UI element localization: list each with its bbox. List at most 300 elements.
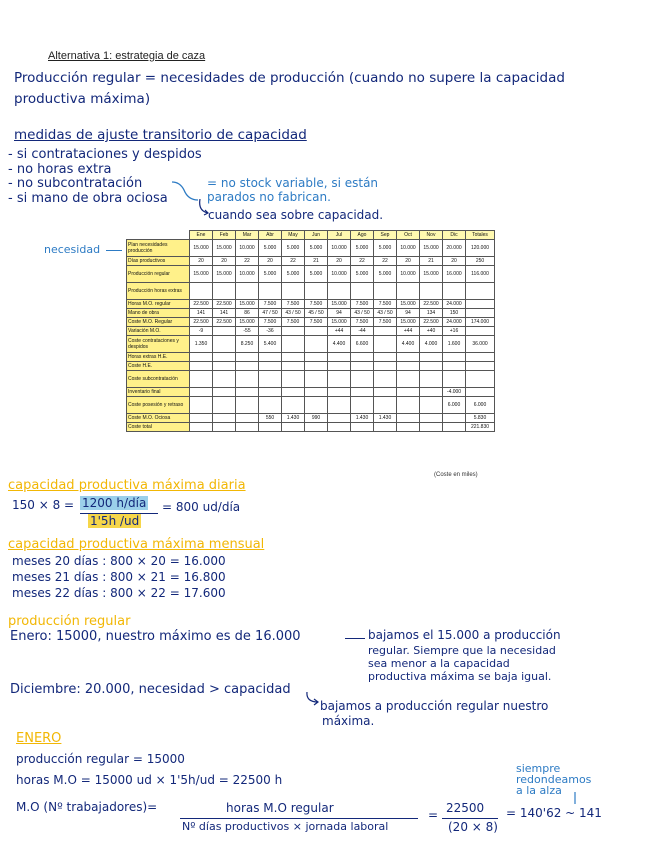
table-cell bbox=[190, 423, 213, 432]
enero-note: siempre bbox=[516, 762, 561, 775]
column-header: Dic bbox=[443, 231, 466, 240]
table-cell: -4.000 bbox=[443, 388, 466, 397]
table-cell bbox=[190, 362, 213, 371]
planning-table bbox=[126, 230, 495, 432]
enero-note: a la alza bbox=[516, 784, 562, 797]
table-cell bbox=[213, 353, 236, 362]
table-cell: 20 bbox=[443, 257, 466, 266]
table-row bbox=[127, 414, 495, 423]
enero-den2: (20 × 8) bbox=[448, 820, 498, 834]
table-cell bbox=[397, 353, 420, 362]
table-cell: 150 bbox=[443, 309, 466, 318]
table-cell bbox=[443, 353, 466, 362]
row-label: Coste subcontratación bbox=[127, 371, 190, 388]
table-cell bbox=[282, 283, 305, 300]
enero-note: redondeamos bbox=[516, 773, 592, 786]
table-cell bbox=[236, 388, 259, 397]
table-cell: 990 bbox=[305, 414, 328, 423]
cap-diaria-calc: 150 × 8 = bbox=[12, 498, 75, 512]
table-cell bbox=[374, 371, 397, 388]
table-cell: 22.500 bbox=[213, 318, 236, 327]
table-cell: 5.830 bbox=[466, 414, 495, 423]
table-cell bbox=[420, 397, 443, 414]
table-cell: 21 bbox=[305, 257, 328, 266]
table-cell: 15.000 bbox=[213, 240, 236, 257]
table-cell bbox=[190, 397, 213, 414]
table-cell: 15.000 bbox=[328, 300, 351, 309]
table-cell: 22 bbox=[351, 257, 374, 266]
table-cell bbox=[213, 414, 236, 423]
table-cell bbox=[466, 300, 495, 309]
column-header: Mar bbox=[236, 231, 259, 240]
table-cell bbox=[466, 362, 495, 371]
table-cell: 4.000 bbox=[420, 336, 443, 353]
arrow-down-icon bbox=[570, 792, 580, 806]
table-cell: 15.000 bbox=[190, 266, 213, 283]
table-cell bbox=[420, 423, 443, 432]
table-cell bbox=[213, 397, 236, 414]
table-cell bbox=[374, 423, 397, 432]
table-cell: 15.000 bbox=[190, 240, 213, 257]
table-cell bbox=[305, 283, 328, 300]
row-label: Coste total bbox=[127, 423, 190, 432]
table-cell bbox=[397, 283, 420, 300]
column-header: Ene bbox=[190, 231, 213, 240]
table-row bbox=[127, 283, 495, 300]
table-cell bbox=[328, 423, 351, 432]
table-row bbox=[127, 318, 495, 327]
table-cell: 7.500 bbox=[351, 300, 374, 309]
enero-heading: ENERO bbox=[16, 731, 62, 746]
table-cell bbox=[236, 397, 259, 414]
column-header: Jul bbox=[328, 231, 351, 240]
table-cell: 15.000 bbox=[236, 318, 259, 327]
table-cell: 43 / 50 bbox=[351, 309, 374, 318]
table-cell bbox=[213, 423, 236, 432]
table-cell bbox=[374, 327, 397, 336]
table-cell bbox=[236, 283, 259, 300]
table-cell bbox=[466, 283, 495, 300]
table-cell bbox=[374, 353, 397, 362]
table-cell: 43 / 50 bbox=[374, 309, 397, 318]
table-cell bbox=[305, 423, 328, 432]
row-label: Producción regular bbox=[127, 266, 190, 283]
table-cell: 5.000 bbox=[282, 266, 305, 283]
table-cell bbox=[420, 371, 443, 388]
table-header-row bbox=[127, 231, 495, 240]
table-cell bbox=[305, 362, 328, 371]
table-cell: 1.430 bbox=[351, 414, 374, 423]
enero-result: = 140'62 ~ 141 bbox=[506, 806, 602, 820]
enero-eq: = bbox=[428, 808, 439, 822]
table-cell bbox=[420, 283, 443, 300]
table-cell bbox=[282, 362, 305, 371]
table-cell bbox=[374, 362, 397, 371]
table-cell: 94 bbox=[328, 309, 351, 318]
table-cell: 250 bbox=[466, 257, 495, 266]
table-cell: 6.000 bbox=[443, 397, 466, 414]
cap-diaria-denominator-text: 1'5h /ud bbox=[90, 514, 140, 528]
table-cell bbox=[328, 388, 351, 397]
table-cell: 22.500 bbox=[190, 318, 213, 327]
enero-line-1: producción regular = 15000 bbox=[16, 752, 185, 766]
table-cell: 15.000 bbox=[397, 300, 420, 309]
table-cell: 141 bbox=[213, 309, 236, 318]
table-cell bbox=[236, 371, 259, 388]
table-cell bbox=[420, 353, 443, 362]
column-header: Oct bbox=[397, 231, 420, 240]
table-cell bbox=[466, 371, 495, 388]
table-cell bbox=[466, 353, 495, 362]
row-label: Horas M.O. regular bbox=[127, 300, 190, 309]
table-cell: 22.500 bbox=[213, 300, 236, 309]
table-cell: 10.000 bbox=[236, 240, 259, 257]
table-cell: 4.400 bbox=[397, 336, 420, 353]
table-cell bbox=[328, 353, 351, 362]
table-cell bbox=[213, 336, 236, 353]
table-cell: 5.400 bbox=[259, 336, 282, 353]
table-cell: 20 bbox=[259, 257, 282, 266]
measures-note-2: parados no fabrican. bbox=[207, 190, 331, 204]
table-cell: 1.600 bbox=[443, 336, 466, 353]
table-cell bbox=[466, 309, 495, 318]
table-cell bbox=[351, 388, 374, 397]
table-cell bbox=[443, 371, 466, 388]
table-cell bbox=[397, 388, 420, 397]
table-cell: 47 / 50 bbox=[259, 309, 282, 318]
row-label: Mano de obra bbox=[127, 309, 190, 318]
table-row bbox=[127, 300, 495, 309]
row-label: Coste M.O. Regular bbox=[127, 318, 190, 327]
table-cell: 15.000 bbox=[236, 300, 259, 309]
table-cell: 22.500 bbox=[420, 300, 443, 309]
enero-note: bajamos el 15.000 a producción bbox=[368, 628, 561, 642]
table-cell bbox=[213, 283, 236, 300]
measures-note-3: cuando sea sobre capacidad. bbox=[208, 208, 384, 222]
table-cell bbox=[259, 388, 282, 397]
table-cell: 5.000 bbox=[374, 240, 397, 257]
table-cell: 141 bbox=[190, 309, 213, 318]
table-cell: +40 bbox=[420, 327, 443, 336]
enero-line-2: horas M.O = 15000 ud × 1'5h/ud = 22500 h bbox=[16, 773, 283, 787]
measure-item: - si contrataciones y despidos bbox=[8, 147, 202, 162]
table-cell bbox=[282, 353, 305, 362]
table-cell bbox=[328, 283, 351, 300]
enero-frac-den: Nº días productivos × jornada laboral bbox=[182, 820, 389, 833]
table-cell: 5.000 bbox=[305, 266, 328, 283]
table-cell: 5.000 bbox=[305, 240, 328, 257]
table-cell bbox=[328, 397, 351, 414]
table-cell: 7.500 bbox=[259, 300, 282, 309]
table-cell bbox=[443, 423, 466, 432]
arrow-right-icon bbox=[345, 638, 365, 639]
page-title: Alternativa 1: estrategia de caza bbox=[48, 50, 206, 62]
table-cell bbox=[351, 283, 374, 300]
table-cell: 7.500 bbox=[374, 300, 397, 309]
table-cell: 15.000 bbox=[328, 318, 351, 327]
table-cell bbox=[397, 371, 420, 388]
row-label: Coste H.E. bbox=[127, 362, 190, 371]
table-cell: 36.000 bbox=[466, 336, 495, 353]
row-label: Coste M.O. Ociosa bbox=[127, 414, 190, 423]
table-cell bbox=[443, 283, 466, 300]
table-row bbox=[127, 371, 495, 388]
table-cell: 7.500 bbox=[282, 300, 305, 309]
table-cell: 5.000 bbox=[259, 240, 282, 257]
table-cell: 5.000 bbox=[351, 266, 374, 283]
column-header: Sep bbox=[374, 231, 397, 240]
row-label: Coste posesión y retraso bbox=[127, 397, 190, 414]
table-cell bbox=[190, 371, 213, 388]
enero-note: productiva máxima se baja igual. bbox=[368, 670, 552, 683]
cap-diaria-result: = 800 ud/día bbox=[162, 500, 241, 514]
table-cell: 22 bbox=[282, 257, 305, 266]
table-cell bbox=[259, 362, 282, 371]
table-cell: 15.000 bbox=[397, 318, 420, 327]
table-cell: 10.000 bbox=[236, 266, 259, 283]
table-row bbox=[127, 353, 495, 362]
table-cell: 10.000 bbox=[397, 240, 420, 257]
table-row bbox=[127, 327, 495, 336]
table-cell bbox=[374, 336, 397, 353]
table-cell bbox=[328, 371, 351, 388]
table-row bbox=[127, 388, 495, 397]
cap-diaria-heading: capacidad productiva máxima diaria bbox=[8, 478, 246, 493]
table-cell bbox=[259, 423, 282, 432]
row-label: Inventario final bbox=[127, 388, 190, 397]
table-row bbox=[127, 336, 495, 353]
row-label: Producción horas extras bbox=[127, 283, 190, 300]
table-cell: 4.400 bbox=[328, 336, 351, 353]
table-cell bbox=[420, 414, 443, 423]
table-cell: -9 bbox=[190, 327, 213, 336]
column-header: Abr bbox=[259, 231, 282, 240]
measure-item: - no subcontratación bbox=[8, 176, 143, 191]
table-cell bbox=[213, 327, 236, 336]
table-cell: 10.000 bbox=[397, 266, 420, 283]
table-cell: 5.000 bbox=[374, 266, 397, 283]
table-cell bbox=[397, 397, 420, 414]
cap-mensual-heading: capacidad productiva máxima mensual bbox=[8, 537, 265, 552]
table-cell: 174.000 bbox=[466, 318, 495, 327]
table-cell bbox=[259, 283, 282, 300]
table-cell: 24.000 bbox=[443, 300, 466, 309]
table-cell: 7.500 bbox=[351, 318, 374, 327]
table-cell: +16 bbox=[443, 327, 466, 336]
table-cell bbox=[305, 397, 328, 414]
table-cell bbox=[305, 327, 328, 336]
column-header: Totales bbox=[466, 231, 495, 240]
table-cell bbox=[351, 353, 374, 362]
table-cell bbox=[443, 362, 466, 371]
table-cell bbox=[259, 397, 282, 414]
table-cell: 120.000 bbox=[466, 240, 495, 257]
table-cell bbox=[374, 397, 397, 414]
prod-regular-heading: producción regular bbox=[8, 614, 131, 629]
table-cell bbox=[397, 414, 420, 423]
measure-item: - no horas extra bbox=[8, 162, 112, 177]
table-cell bbox=[282, 397, 305, 414]
table-cell bbox=[236, 362, 259, 371]
cap-diaria-numerator-text: 1200 h/día bbox=[82, 496, 147, 510]
table-cell: 16.000 bbox=[443, 266, 466, 283]
table-cell bbox=[282, 327, 305, 336]
table-cell: 8.250 bbox=[236, 336, 259, 353]
table-cell bbox=[282, 371, 305, 388]
table-cell bbox=[236, 353, 259, 362]
enero-lhs: M.O (Nº trabajadores)= bbox=[16, 800, 158, 814]
row-label: Variación M.O. bbox=[127, 327, 190, 336]
table-cell: -36 bbox=[259, 327, 282, 336]
table-cell: 221.830 bbox=[466, 423, 495, 432]
table-cell: 24.000 bbox=[443, 318, 466, 327]
table-cell: 10.000 bbox=[328, 240, 351, 257]
table-cell: 22.500 bbox=[190, 300, 213, 309]
table-cell bbox=[351, 397, 374, 414]
dic-note: máxima. bbox=[322, 714, 375, 728]
table-cell: +44 bbox=[328, 327, 351, 336]
table-cell: 20 bbox=[328, 257, 351, 266]
row-label: Coste contrataciones y despidos bbox=[127, 336, 190, 353]
measures-heading: medidas de ajuste transitorio de capacidad bbox=[14, 127, 307, 143]
measures-note-1: = no stock variable, si están bbox=[207, 176, 379, 190]
table-cell: 6.000 bbox=[466, 397, 495, 414]
column-header: Feb bbox=[213, 231, 236, 240]
table-cell bbox=[420, 388, 443, 397]
table-footnote: (Coste en miles) bbox=[434, 472, 478, 478]
table-cell bbox=[397, 423, 420, 432]
table-cell bbox=[213, 371, 236, 388]
table-cell bbox=[190, 414, 213, 423]
table-cell: -44 bbox=[351, 327, 374, 336]
table-cell bbox=[420, 362, 443, 371]
table-cell: 7.500 bbox=[374, 318, 397, 327]
table-cell: 22.500 bbox=[420, 318, 443, 327]
curve-arrow-icon bbox=[304, 692, 320, 710]
table-cell: 15.000 bbox=[213, 266, 236, 283]
prod-regular-diciembre: Diciembre: 20.000, necesidad > capacidad bbox=[10, 682, 291, 697]
table-cell: 94 bbox=[397, 309, 420, 318]
table-cell bbox=[374, 283, 397, 300]
cap-mensual-line: meses 21 días : 800 × 21 = 16.800 bbox=[12, 570, 226, 584]
enero-frac-num: horas M.O regular bbox=[226, 801, 334, 815]
table-cell: 1.430 bbox=[374, 414, 397, 423]
table-cell: 15.000 bbox=[420, 240, 443, 257]
table-cell: 550 bbox=[259, 414, 282, 423]
table-cell bbox=[374, 388, 397, 397]
table-cell: 22 bbox=[374, 257, 397, 266]
table-cell bbox=[213, 388, 236, 397]
table-cell bbox=[190, 388, 213, 397]
row-label: Plan necesidades producción bbox=[127, 240, 190, 257]
intro-line-2: productiva máxima) bbox=[14, 91, 151, 107]
table-cell bbox=[282, 423, 305, 432]
intro-line-1: Producción regular = necesidades de producción (cuando no supere la capacidad bbox=[14, 70, 565, 86]
table-cell bbox=[328, 362, 351, 371]
cap-mensual-line: meses 22 días : 800 × 22 = 17.600 bbox=[12, 586, 226, 600]
table-row bbox=[127, 266, 495, 283]
table-cell bbox=[236, 423, 259, 432]
dic-note: bajamos a producción regular nuestro bbox=[320, 699, 549, 713]
cap-diaria-numerator bbox=[80, 496, 148, 510]
arrow-right-icon bbox=[106, 250, 122, 251]
table-cell: 20 bbox=[397, 257, 420, 266]
table-cell: 6.600 bbox=[351, 336, 374, 353]
fraction-line bbox=[442, 818, 498, 819]
table-cell bbox=[259, 371, 282, 388]
prod-regular-enero: Enero: 15000, nuestro máximo es de 16.000 bbox=[10, 629, 301, 644]
row-label: Horas extras H.E. bbox=[127, 353, 190, 362]
table-row bbox=[127, 240, 495, 257]
enero-note: sea menor a la capacidad bbox=[368, 657, 510, 670]
table-cell: 5.000 bbox=[351, 240, 374, 257]
necesidad-label: necesidad bbox=[44, 243, 101, 256]
measure-item: - si mano de obra ociosa bbox=[8, 191, 168, 206]
table-cell: 22 bbox=[236, 257, 259, 266]
table-row bbox=[127, 423, 495, 432]
table-cell bbox=[213, 362, 236, 371]
table-row bbox=[127, 257, 495, 266]
table-cell: 20 bbox=[213, 257, 236, 266]
table-cell: 7.500 bbox=[305, 318, 328, 327]
column-header: Jun bbox=[305, 231, 328, 240]
table-cell bbox=[305, 371, 328, 388]
table-cell: 45 / 50 bbox=[305, 309, 328, 318]
table-cell: 1.430 bbox=[282, 414, 305, 423]
table-cell bbox=[190, 353, 213, 362]
enero-num2: 22500 bbox=[446, 801, 485, 815]
table-cell: 116.000 bbox=[466, 266, 495, 283]
table-cell: 5.000 bbox=[259, 266, 282, 283]
table-cell: 5.000 bbox=[282, 240, 305, 257]
table-cell bbox=[466, 388, 495, 397]
enero-note: regular. Siempre que la necesidad bbox=[368, 644, 556, 657]
table-cell bbox=[259, 353, 282, 362]
table-row bbox=[127, 309, 495, 318]
table-cell bbox=[236, 414, 259, 423]
table-row bbox=[127, 397, 495, 414]
table-cell: -55 bbox=[236, 327, 259, 336]
fraction-line bbox=[180, 818, 418, 819]
cap-diaria-denominator bbox=[88, 514, 141, 528]
table-cell bbox=[351, 423, 374, 432]
row-label: Días productivos bbox=[127, 257, 190, 266]
table-cell: 134 bbox=[420, 309, 443, 318]
table-cell bbox=[305, 353, 328, 362]
table-cell: 10.000 bbox=[328, 266, 351, 283]
table-cell: 7.500 bbox=[282, 318, 305, 327]
table-cell: 15.000 bbox=[420, 266, 443, 283]
table-cell: 7.500 bbox=[305, 300, 328, 309]
table-cell: 21 bbox=[420, 257, 443, 266]
table-cell: 86 bbox=[236, 309, 259, 318]
table-cell bbox=[305, 388, 328, 397]
table-cell: 20.000 bbox=[443, 240, 466, 257]
table-cell bbox=[190, 283, 213, 300]
table-cell bbox=[443, 414, 466, 423]
table-cell: 20 bbox=[190, 257, 213, 266]
cap-mensual-line: meses 20 días : 800 × 20 = 16.000 bbox=[12, 554, 226, 568]
table-cell bbox=[282, 388, 305, 397]
table-cell bbox=[466, 327, 495, 336]
table-row bbox=[127, 362, 495, 371]
table-cell bbox=[305, 336, 328, 353]
column-header: Nov bbox=[420, 231, 443, 240]
table-cell: 7.500 bbox=[259, 318, 282, 327]
table-cell bbox=[397, 362, 420, 371]
table-cell: 1.350 bbox=[190, 336, 213, 353]
table-cell: +44 bbox=[397, 327, 420, 336]
